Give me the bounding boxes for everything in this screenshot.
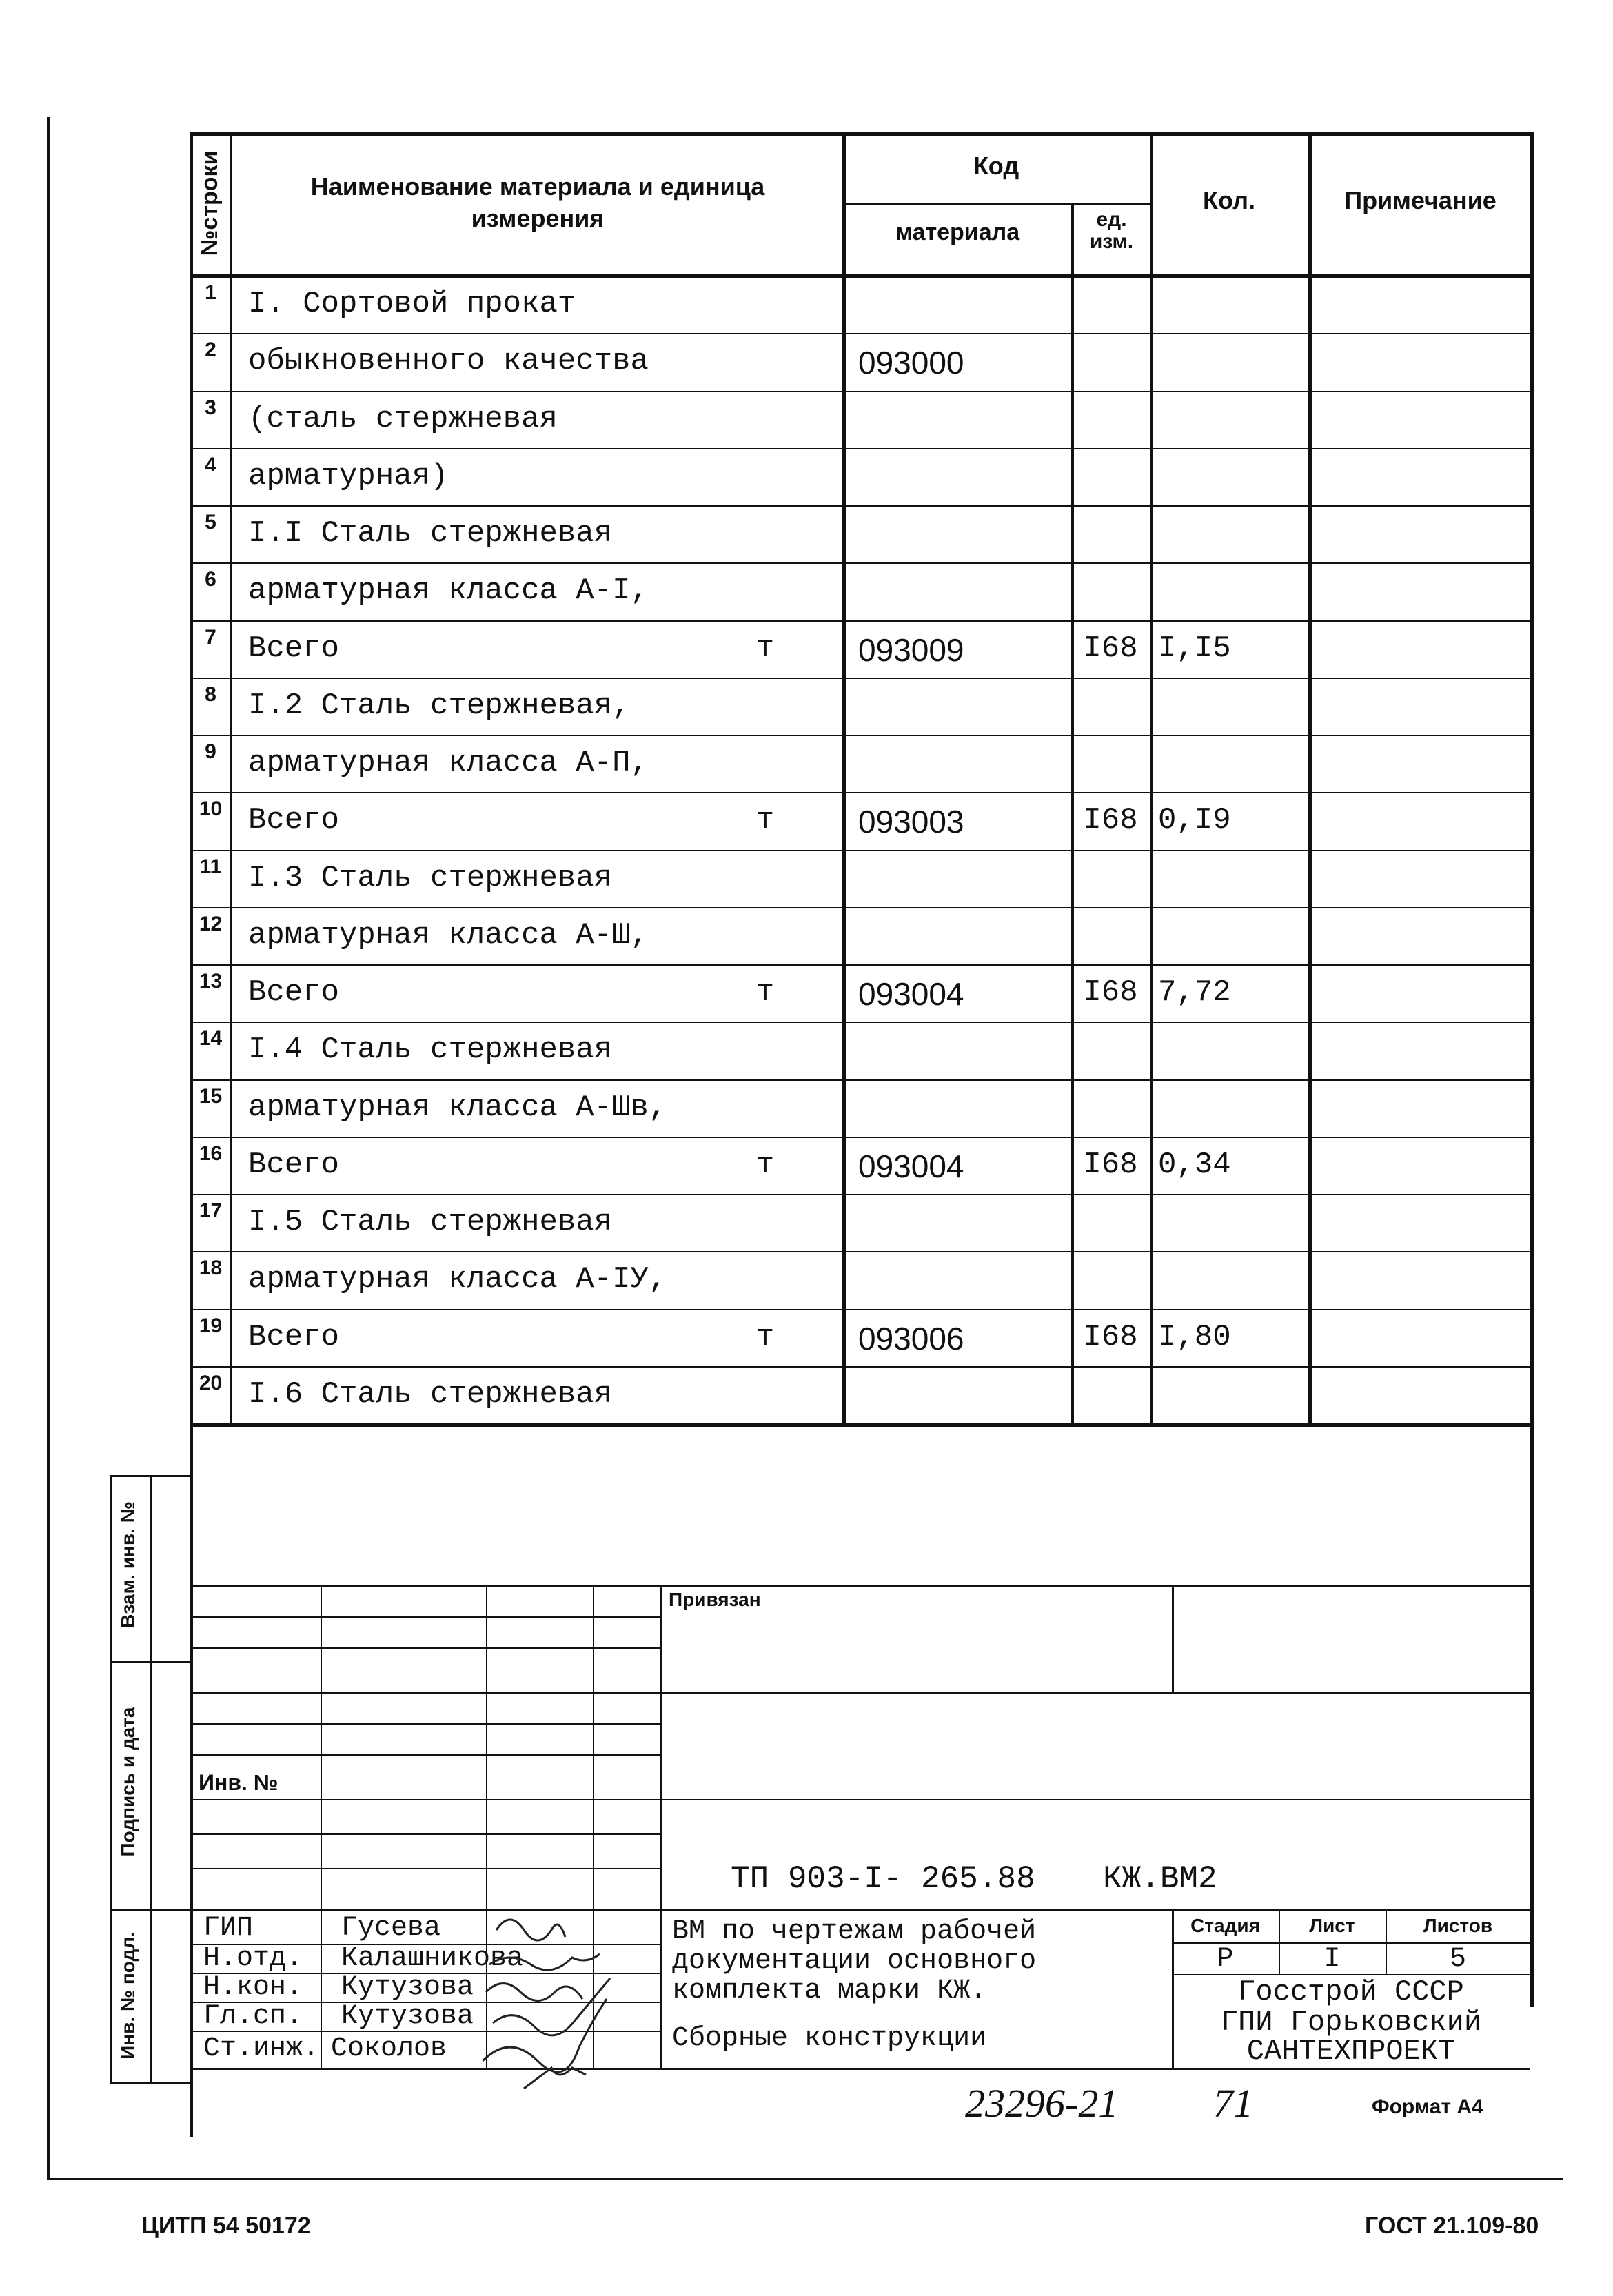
row-name: I.5 Сталь стержневая: [248, 1205, 613, 1239]
row-material-code: 093003: [858, 804, 964, 840]
row-number: 13: [199, 970, 223, 993]
page-left-border: [47, 117, 50, 2178]
stamp-line-l2: [192, 1647, 660, 1649]
row-name: Всего: [248, 1147, 340, 1182]
side-label-vzam: Взам. инв. №: [117, 1501, 139, 1628]
stamp-sheet: I: [1323, 1944, 1341, 1975]
row-name: Всего: [248, 975, 340, 1010]
row-separator: [190, 735, 1532, 736]
footer-format: Формат А4: [1372, 2095, 1483, 2118]
stamp-doc-mark: КЖ.ВМ2: [1103, 1861, 1217, 1897]
table-left-line: [190, 132, 193, 2137]
footer-page: 71: [1213, 2081, 1253, 2126]
row-name: I.I Сталь стержневая: [248, 516, 613, 551]
stamp-role-0: ГИП: [203, 1913, 254, 1944]
header-code-split: [842, 203, 1150, 205]
row-number: 10: [199, 797, 223, 821]
stamp-inv-no: Инв. №: [199, 1770, 278, 1795]
row-name: Всего: [248, 803, 340, 838]
row-material-code: 093004: [858, 1148, 964, 1184]
header-note: Примечание: [1344, 186, 1497, 214]
row-separator: [190, 620, 1532, 622]
row-separator: [190, 1079, 1532, 1081]
stamp-role-1: Н.отд.: [203, 1943, 303, 1974]
row-number: 12: [199, 912, 223, 935]
stamp-line-l6: [192, 1799, 1530, 1800]
col-line-note: [1308, 132, 1312, 1423]
row-name: арматурная): [248, 458, 449, 494]
col-line-code: [842, 132, 846, 1423]
row-unit-code: I68: [1083, 631, 1138, 666]
stamp-doc-code: ТП 903-I- 265.88: [731, 1861, 1035, 1897]
stamp-name-0: Гусева: [341, 1913, 441, 1944]
row-name: I.3 Сталь стержневая: [248, 860, 613, 895]
row-unit-code: I68: [1083, 1147, 1138, 1182]
row-name: I. Сортовой прокат: [248, 287, 576, 321]
stamp-line-l7: [192, 1833, 660, 1835]
side-stamp-div2: [110, 1909, 192, 1911]
row-number: 19: [199, 1314, 223, 1337]
stamp-sheets-label: Листов: [1423, 1915, 1493, 1936]
stamp-line-l4: [192, 1723, 660, 1725]
stamp-sheets: 5: [1449, 1944, 1466, 1975]
row-number: 9: [205, 740, 216, 763]
row-separator: [190, 1137, 1532, 1138]
row-unit-code: I68: [1083, 975, 1138, 1010]
row-qty: 0,34: [1158, 1147, 1231, 1182]
side-stamp-outer: [110, 1475, 112, 2082]
stamp-vline-priv: [1172, 1585, 1174, 1692]
row-qty: 0,I9: [1158, 803, 1231, 838]
row-separator: [190, 792, 1532, 793]
row-separator: [190, 391, 1532, 392]
row-unit: т: [755, 975, 775, 1010]
table-bottom-line: [190, 1423, 1534, 1427]
header-code: Код: [973, 152, 1019, 180]
stamp-title-2: комплекта марки КЖ.: [672, 1975, 987, 2007]
stamp-line-l9: [192, 1909, 1530, 1911]
row-number: 18: [199, 1257, 223, 1280]
stamp-role-2: Н.кон.: [203, 1972, 303, 2003]
stamp-stage-label: Стадия: [1190, 1915, 1260, 1936]
side-stamp-bottom: [110, 2082, 192, 2084]
row-number: 4: [205, 453, 216, 476]
row-number: 1: [205, 281, 216, 304]
row-separator: [190, 1194, 1532, 1195]
stamp-vline-1: [321, 1585, 322, 2068]
row-number: 11: [199, 855, 222, 878]
stamp-line-l5: [192, 1754, 660, 1756]
header-row-no: №строки: [196, 150, 223, 256]
stamp-name-3: Кутузова: [341, 2001, 474, 2032]
row-number: 5: [205, 511, 216, 534]
row-qty: I,I5: [1158, 631, 1231, 666]
row-number: 14: [199, 1027, 223, 1050]
row-number: 2: [205, 338, 216, 362]
row-separator: [190, 964, 1532, 966]
stamp-line-top: [192, 1585, 1530, 1587]
col-line-rownum: [230, 132, 232, 1423]
row-unit: т: [755, 631, 775, 666]
row-number: 7: [205, 625, 216, 649]
row-separator: [190, 333, 1532, 334]
row-material-code: 093000: [858, 345, 964, 381]
table-right-line: [1530, 132, 1534, 2007]
row-separator: [190, 678, 1532, 679]
header-unit: ед. изм.: [1089, 208, 1134, 253]
row-name: арматурная класса А-Шв,: [248, 1090, 667, 1125]
stamp-org-0: Госстрой СССР: [1238, 1975, 1464, 2009]
row-name: арматурная класса А-Ш,: [248, 917, 649, 953]
row-material-code: 093006: [858, 1320, 964, 1357]
stamp-role-4: Ст.инж.: [203, 2033, 320, 2064]
header-material: материала: [895, 219, 1020, 245]
row-separator: [190, 448, 1532, 449]
row-unit: т: [755, 803, 775, 838]
row-unit-code: I68: [1083, 1319, 1138, 1354]
row-separator: [190, 907, 1532, 908]
row-qty: 7,72: [1158, 975, 1231, 1010]
row-material-code: 093004: [858, 976, 964, 1012]
row-name: I.4 Сталь стержневая: [248, 1033, 613, 1068]
row-name: арматурная класса А-I,: [248, 573, 649, 609]
row-separator: [190, 1309, 1532, 1310]
stamp-org-1: ГПИ Горьковский: [1220, 2006, 1482, 2039]
stamp-line-bottom: [192, 2068, 1530, 2070]
row-name: арматурная класса А-П,: [248, 746, 649, 780]
stamp-name-4: Соколов: [331, 2033, 447, 2064]
footer-order: 23296-21: [965, 2081, 1119, 2126]
row-separator: [190, 1366, 1532, 1368]
stamp-title-1: документации основного: [672, 1946, 1037, 1977]
row-name: арматурная класса А-IУ,: [248, 1262, 667, 1297]
stamp-line-l3: [192, 1692, 1530, 1694]
header-bottom-line: [190, 274, 1534, 278]
row-separator: [190, 1251, 1532, 1252]
side-stamp-inner: [150, 1475, 152, 2082]
row-separator: [190, 1022, 1532, 1023]
row-unit-code: I68: [1083, 803, 1138, 838]
row-name: обыкновенного качества: [248, 344, 649, 379]
row-number: 8: [205, 682, 216, 706]
stamp-title-0: ВМ по чертежам рабочей: [672, 1916, 1037, 1947]
stamp-role-3: Гл.сп.: [203, 2001, 303, 2032]
header-name: Наименование материала и единица измерения: [310, 172, 765, 232]
header-qty: Кол.: [1203, 186, 1255, 214]
row-name: (сталь стержневая: [248, 401, 558, 436]
row-name: I.2 Сталь стержневая,: [248, 688, 631, 723]
page-bottom-border: [47, 2178, 1563, 2180]
row-number: 15: [199, 1084, 223, 1108]
stamp-title-3: Сборные конструкции: [672, 2023, 987, 2054]
row-separator: [190, 505, 1532, 507]
stamp-name-1: Калашникова: [341, 1943, 524, 1974]
side-label-podpis: Подпись и дата: [117, 1707, 139, 1857]
row-separator: [190, 562, 1532, 564]
signatures-image: [483, 1902, 676, 2109]
row-material-code: 093009: [858, 631, 964, 668]
stamp-line-l1: [192, 1616, 660, 1618]
row-qty: I,80: [1158, 1319, 1231, 1354]
row-name: I.6 Сталь стержневая: [248, 1376, 613, 1412]
table-top-line: [190, 132, 1534, 136]
row-number: 17: [199, 1199, 223, 1222]
row-unit: т: [755, 1147, 775, 1182]
stamp-privyazan: Привязан: [669, 1589, 761, 1610]
stamp-stage: Р: [1217, 1944, 1234, 1975]
stamp-sheet-label: Лист: [1309, 1915, 1355, 1936]
row-number: 20: [199, 1371, 223, 1394]
row-number: 16: [199, 1141, 223, 1165]
stamp-org-2: САНТЕХПРОЕКТ: [1246, 2035, 1456, 2068]
col-line-qty: [1150, 132, 1153, 1423]
row-separator: [190, 850, 1532, 851]
row-number: 3: [205, 396, 216, 419]
footer-right: ГОСТ 21.109-80: [1365, 2213, 1539, 2239]
row-name: Всего: [248, 631, 340, 666]
stamp-line-l8: [192, 1868, 660, 1869]
row-number: 6: [205, 568, 216, 591]
side-label-inv: Инв. № подл.: [117, 1931, 139, 2060]
stamp-name-2: Кутузова: [341, 1972, 474, 2003]
row-unit: т: [755, 1319, 775, 1354]
footer-left: ЦИТП 54 50172: [141, 2213, 311, 2239]
row-name: Всего: [248, 1319, 340, 1354]
